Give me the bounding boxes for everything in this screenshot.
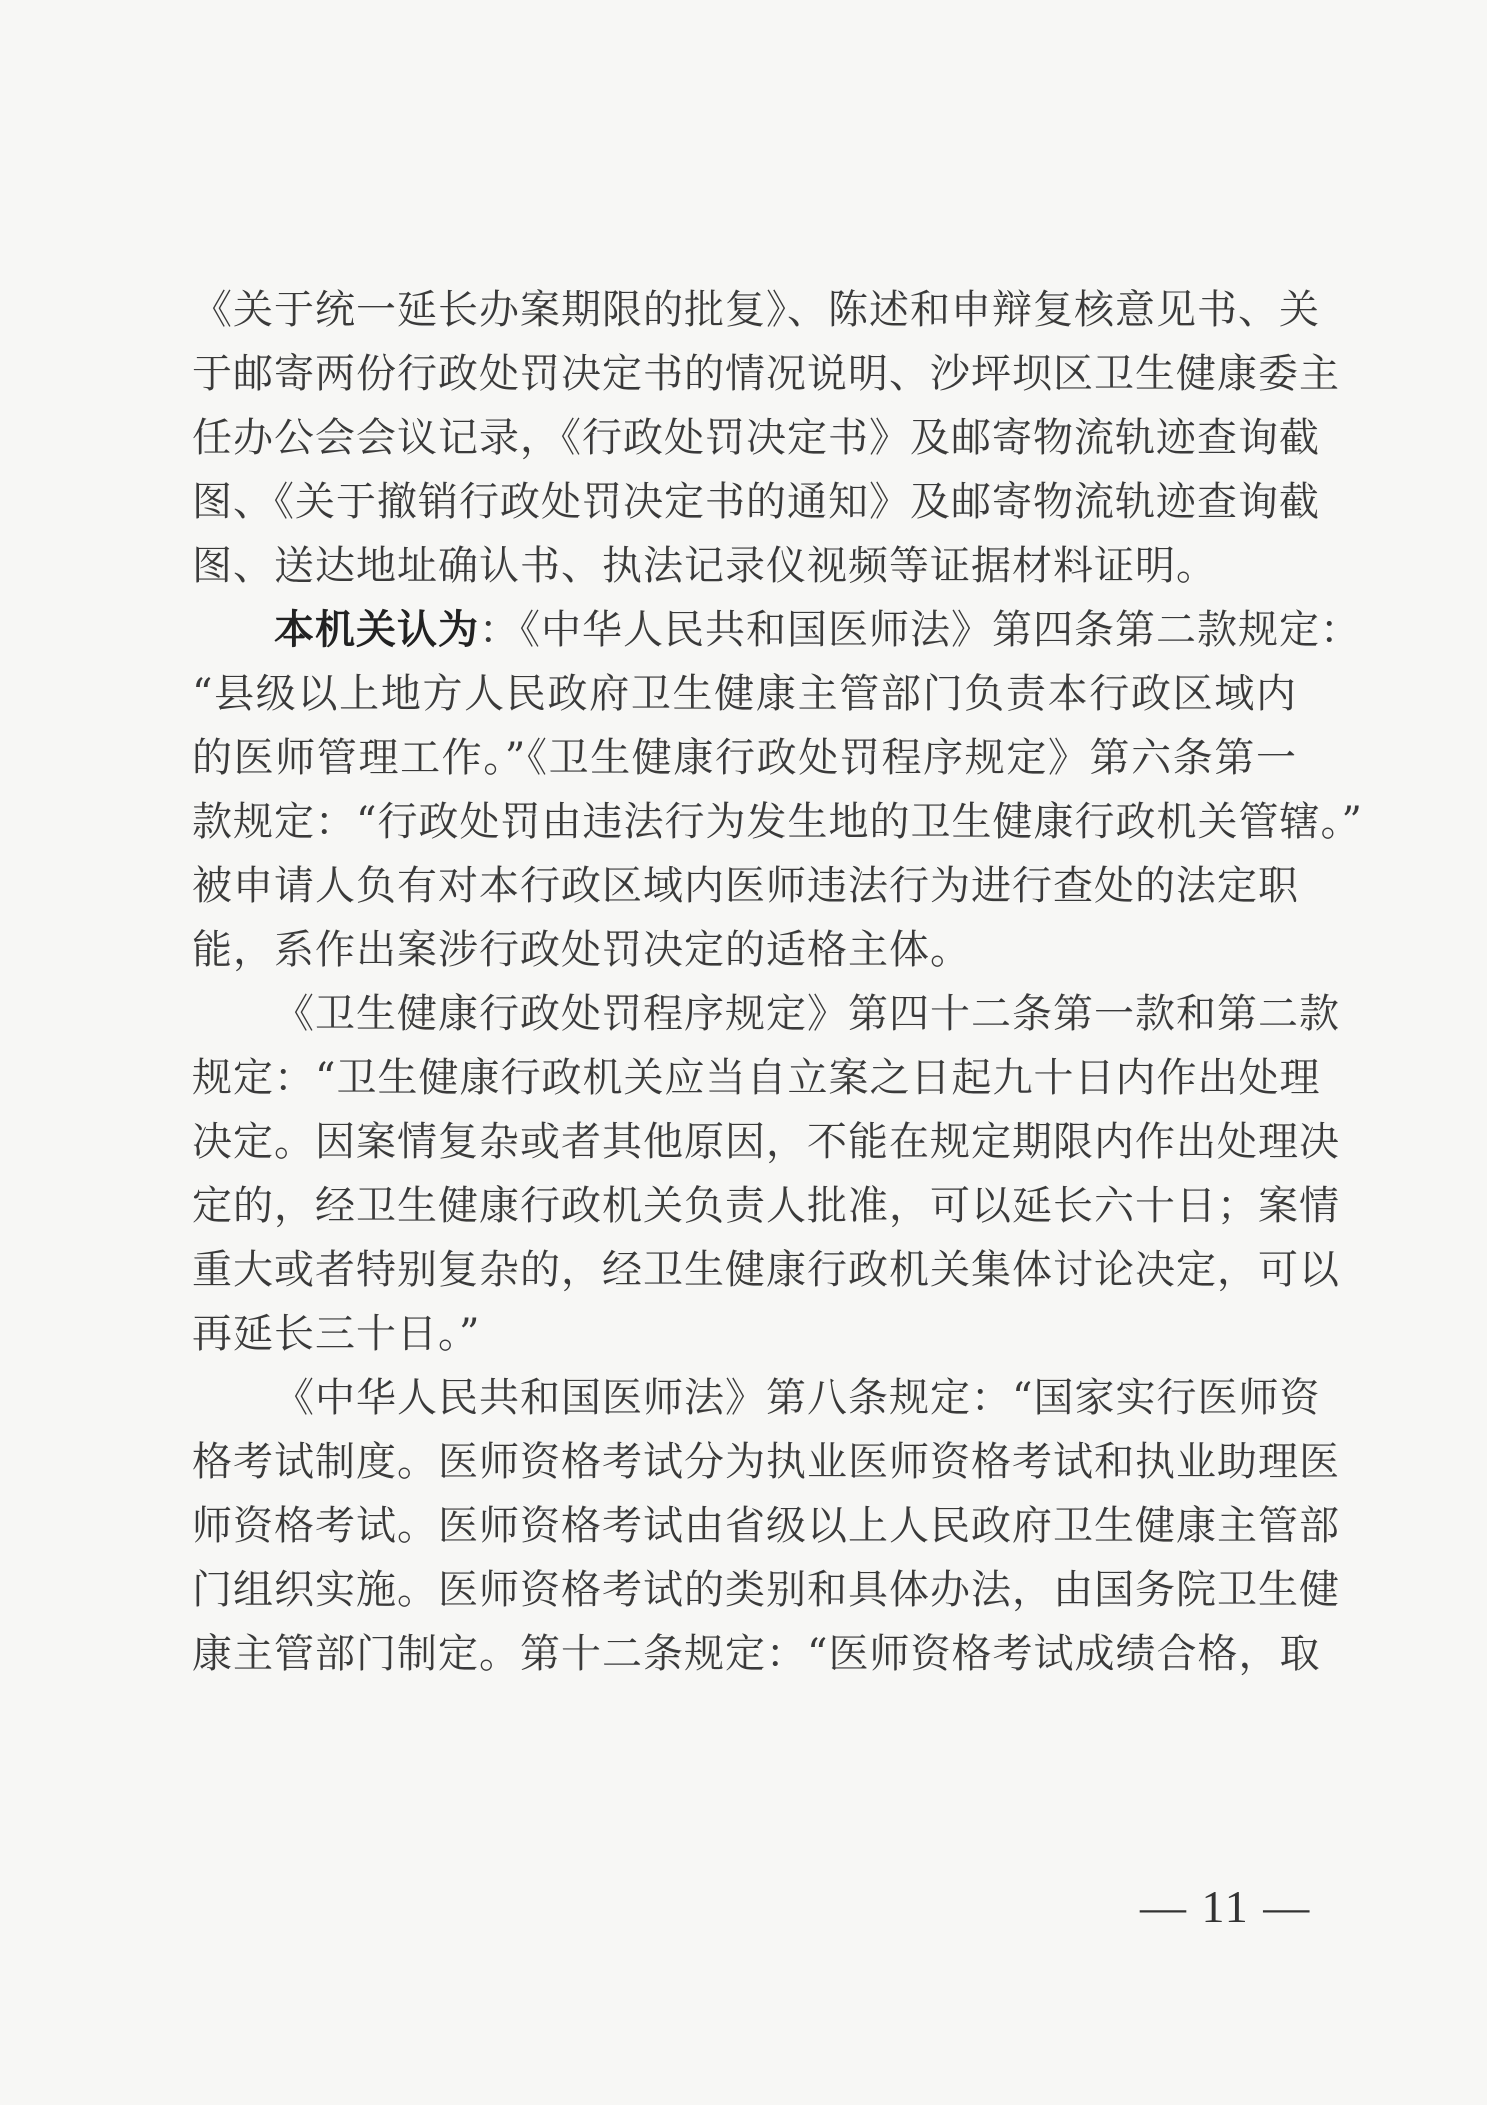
text-line: 再延长三十日。” [192,1311,481,1357]
text-line: 于邮寄两份行政处罚决定书的情况说明、沙坪坝区卫生健康委主 [192,351,1340,397]
bold-lead: 本机关认为 [274,606,479,653]
text-line: “县级以上地方人民政府卫生健康主管部门负责本行政区域内 [192,671,1297,717]
text-line: 《关于统一延长办案期限的批复》、陈述和申辩复核意见书、关 [192,287,1320,333]
text-line: 《中华人民共和国医师法》第八条规定：“国家实行医师资 [274,1375,1321,1421]
text-line [192,598,1361,662]
text-line: 师资格考试。医师资格考试由省级以上人民政府卫生健康主管部 [192,1503,1340,1549]
text-line: 图、《关于撤销行政处罚决定书的通知》及邮寄物流轨迹查询截 [192,479,1320,525]
text-line: 被申请人负有对本行政区域内医师违法行为进行查处的法定职 [192,863,1299,909]
text-line: 规定：“卫生健康行政机关应当自立案之日起九十日内作出处理 [192,1055,1321,1101]
text-line: 款规定：“行政处罚由违法行为发生地的卫生健康行政机关管辖。” [192,799,1363,845]
text-line: 格考试制度。医师资格考试分为执业医师资格考试和执业助理医 [192,1439,1340,1485]
text-line: 能，系作出案涉行政处罚决定的适格主体。 [192,927,971,973]
text-line: 决定。因案情复杂或者其他原因，不能在规定期限内作出处理决 [192,1119,1340,1165]
body-text [192,278,1363,1686]
text-line: 《卫生健康行政处罚程序规定》第四十二条第一款和第二款 [274,991,1340,1037]
page-number: — 11 — [1140,1881,1312,1932]
text-line: 定的，经卫生健康行政机关负责人批准，可以延长六十日；案情 [192,1183,1340,1229]
text-line: 图、送达地址确认书、执法记录仪视频等证据材料证明。 [192,543,1217,589]
text-line: 康主管部门制定。第十二条规定：“医师资格考试成绩合格，取 [192,1631,1321,1677]
text-line: 重大或者特别复杂的，经卫生健康行政机关集体讨论决定，可以 [192,1247,1340,1293]
line-rest: ：《中华人民共和国医师法》第四条第二款规定： [479,607,1361,653]
text-line: 门组织实施。医师资格考试的类别和具体办法，由国务院卫生健 [192,1567,1340,1613]
text-line: 任办公会会议记录，《行政处罚决定书》及邮寄物流轨迹查询截 [192,415,1320,461]
text-line: 的医师管理工作。”《卫生健康行政处罚程序规定》第六条第一 [192,735,1297,781]
